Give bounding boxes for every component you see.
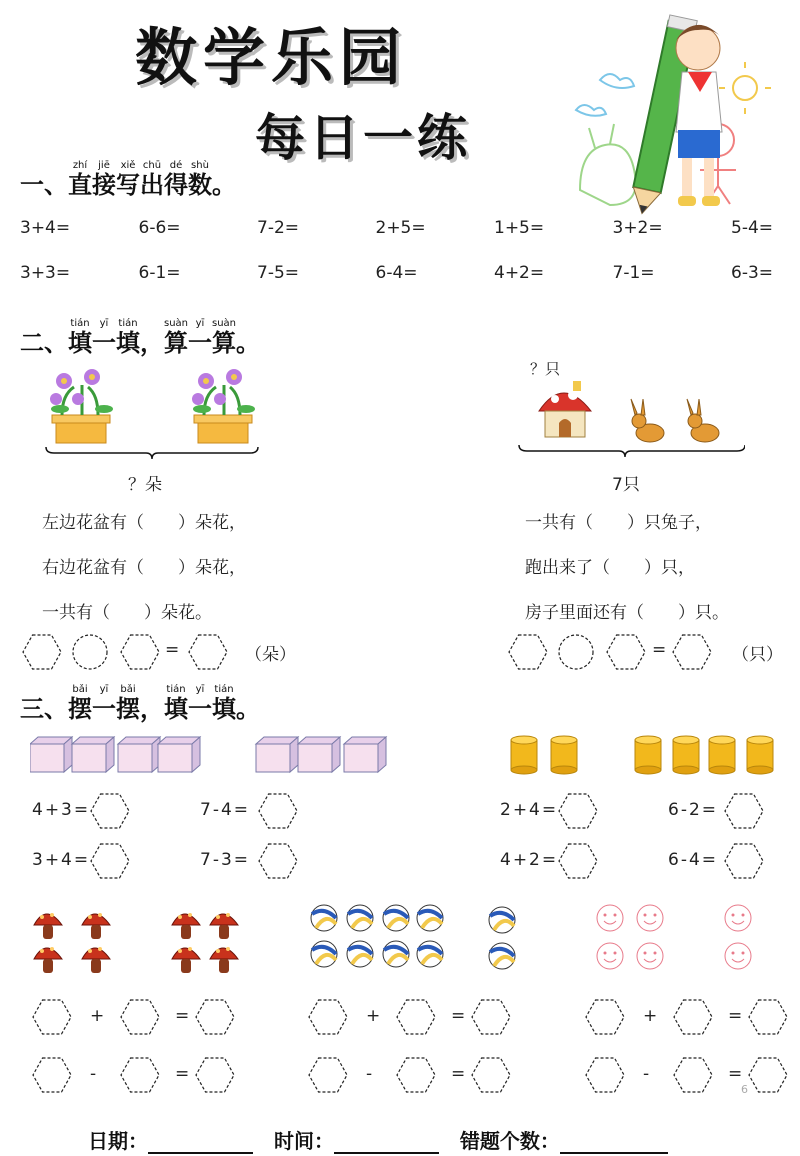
answer-hexagon[interactable] (558, 793, 598, 829)
arrange-equation: 3+4= (32, 850, 91, 870)
answer-hexagon[interactable] (748, 999, 788, 1035)
operator-symbol: = (728, 1006, 743, 1026)
flower-total-label: ？朵 (128, 475, 162, 495)
heading-char: 接jiē (92, 160, 116, 199)
house-rabbits-question-label: ？只 (530, 360, 561, 378)
answer-hexagon[interactable] (396, 1057, 436, 1093)
heading-char: 算suàn (164, 318, 189, 357)
operator-symbol: = (175, 1064, 190, 1084)
answer-hexagon[interactable] (585, 999, 625, 1035)
volleyballs-illustration (308, 900, 523, 978)
heading-char: 写xiě (116, 160, 140, 199)
right-question-line-1: 一共有（ ）只兔子， (525, 513, 712, 533)
calc-item: 6-1= (138, 263, 181, 283)
operator-symbol: + (643, 1006, 658, 1026)
heading-char: 填tián (68, 318, 92, 357)
rabbit-total-label: 7只 (612, 475, 640, 495)
answer-hexagon[interactable] (673, 999, 713, 1035)
calc-item: 6-4= (375, 263, 418, 283)
answer-hexagon[interactable] (195, 999, 235, 1035)
left-question-line-3: 一共有（ ）朵花。 (42, 603, 212, 623)
operator-circle[interactable] (72, 634, 108, 670)
answer-hexagon[interactable] (673, 1057, 713, 1093)
operator-symbol: = (728, 1064, 743, 1084)
answer-hexagon[interactable] (748, 1057, 788, 1093)
arrange-equation: 7-3= (200, 850, 251, 870)
errors-label: 错题个数： (459, 1129, 560, 1153)
answer-hexagon[interactable] (672, 634, 712, 670)
answer-hexagon[interactable] (90, 843, 130, 879)
answer-hexagon[interactable] (585, 1057, 625, 1093)
flower-pots-illustration (42, 365, 262, 460)
operator-symbol: - (90, 1064, 97, 1084)
heading-char: 数shù (188, 160, 212, 199)
answer-hexagon[interactable] (508, 634, 548, 670)
answer-hexagon[interactable] (258, 843, 298, 879)
page-title: 数学乐园 (135, 21, 408, 94)
calc-item: 7-1= (612, 263, 655, 283)
answer-hexagon[interactable] (32, 999, 72, 1035)
heading-char: 填tián (164, 684, 188, 723)
heading-char: 填tián (116, 318, 140, 357)
answer-hexagon[interactable] (90, 793, 130, 829)
answer-hexagon[interactable] (258, 793, 298, 829)
time-blank[interactable] (334, 1132, 439, 1154)
heading-char: 出chū (140, 160, 164, 199)
heading-char: 填tián (212, 684, 236, 723)
arrange-equation: 2+4= (500, 800, 559, 820)
calc-item: 6-6= (138, 218, 181, 238)
heading-char: 一yī (92, 684, 116, 723)
flower-unit: （朵） (245, 645, 296, 665)
date-blank[interactable] (148, 1132, 253, 1154)
heading-char: 一yī (188, 684, 212, 723)
answer-hexagon[interactable] (195, 1057, 235, 1093)
heading-char: 摆bǎi (68, 684, 92, 723)
calc-item: 7-2= (257, 218, 300, 238)
answer-hexagon[interactable] (22, 634, 62, 670)
arrange-equation: 7-4= (200, 800, 251, 820)
rabbit-unit: （只） (732, 645, 783, 665)
answer-hexagon[interactable] (120, 999, 160, 1035)
cylinders-illustration (508, 734, 778, 776)
answer-hexagon[interactable] (724, 843, 764, 879)
operator-symbol: + (366, 1006, 381, 1026)
smiley-faces-illustration (590, 900, 765, 978)
time-label: 时间： (273, 1129, 334, 1153)
operator-circle[interactable] (558, 634, 594, 670)
arrange-equation: 4+3= (32, 800, 91, 820)
answer-hexagon[interactable] (724, 793, 764, 829)
heading-char: 得dé (164, 160, 188, 199)
page-number: 6 (741, 1083, 748, 1096)
calc-item: 4+2= (494, 263, 545, 283)
answer-hexagon[interactable] (471, 999, 511, 1035)
answer-hexagon[interactable] (471, 1057, 511, 1093)
footer (88, 1125, 668, 1154)
answer-hexagon[interactable] (120, 634, 160, 670)
boy-with-pencil-illustration (570, 10, 785, 220)
calc-item: 3+2= (612, 218, 663, 238)
right-question-line-2: 跑出来了（ ）只， (525, 558, 695, 578)
arrange-equation: 6-2= (668, 800, 719, 820)
operator-symbol: + (90, 1006, 105, 1026)
section-2-heading: 二、填tián一yī填tián，算suàn一yī算suàn。 (20, 318, 260, 357)
calc-item: 1+5= (494, 218, 545, 238)
cubes-illustration (30, 736, 390, 776)
answer-hexagon[interactable] (558, 843, 598, 879)
mushroom-house-rabbits-illustration (515, 375, 745, 460)
heading-char: 一yī (188, 318, 212, 357)
errors-blank[interactable] (560, 1132, 668, 1154)
answer-hexagon[interactable] (308, 1057, 348, 1093)
flower-equals-sign: = (165, 640, 180, 660)
page-subtitle: 每日一练 (255, 108, 471, 167)
operator-symbol: = (175, 1006, 190, 1026)
calc-item: 2+5= (375, 218, 426, 238)
answer-hexagon[interactable] (32, 1057, 72, 1093)
heading-char: 直zhí (68, 160, 92, 199)
calc-item: 3+4= (20, 218, 71, 238)
calc-item: 6-3= (731, 263, 774, 283)
operator-symbol: = (451, 1064, 466, 1084)
operator-symbol: = (451, 1006, 466, 1026)
arrange-equation: 6-4= (668, 850, 719, 870)
arrange-equation: 4+2= (500, 850, 559, 870)
heading-char: 一yī (92, 318, 116, 357)
answer-hexagon[interactable] (188, 634, 228, 670)
heading-punct: ， (140, 695, 164, 723)
right-question-line-3: 房子里面还有（ ）只。 (525, 603, 729, 623)
operator-symbol: - (366, 1064, 373, 1084)
calc-item: 7-5= (257, 263, 300, 283)
section-1-heading: 一、直zhí接jiē写xiě出chū得dé数shù。 (20, 160, 236, 199)
calc-item: 5-4= (731, 218, 774, 238)
answer-hexagon[interactable] (308, 999, 348, 1035)
answer-hexagon[interactable] (606, 634, 646, 670)
heading-char: 摆bǎi (116, 684, 140, 723)
operator-symbol: - (643, 1064, 650, 1084)
section-3-heading: 三、摆bǎi一yī摆bǎi，填tián一yī填tián。 (20, 684, 260, 723)
mushrooms-illustration (30, 903, 245, 981)
rabbit-equals-sign: = (652, 640, 667, 660)
heading-punct: ， (140, 329, 164, 357)
answer-hexagon[interactable] (120, 1057, 160, 1093)
calc-item: 3+3= (20, 263, 71, 283)
left-question-line-1: 左边花盆有（ ）朵花， (42, 513, 246, 533)
heading-char: 算suàn (212, 318, 237, 357)
left-question-line-2: 右边花盆有（ ）朵花， (42, 558, 246, 578)
date-label: 日期： (88, 1129, 148, 1153)
answer-hexagon[interactable] (396, 999, 436, 1035)
